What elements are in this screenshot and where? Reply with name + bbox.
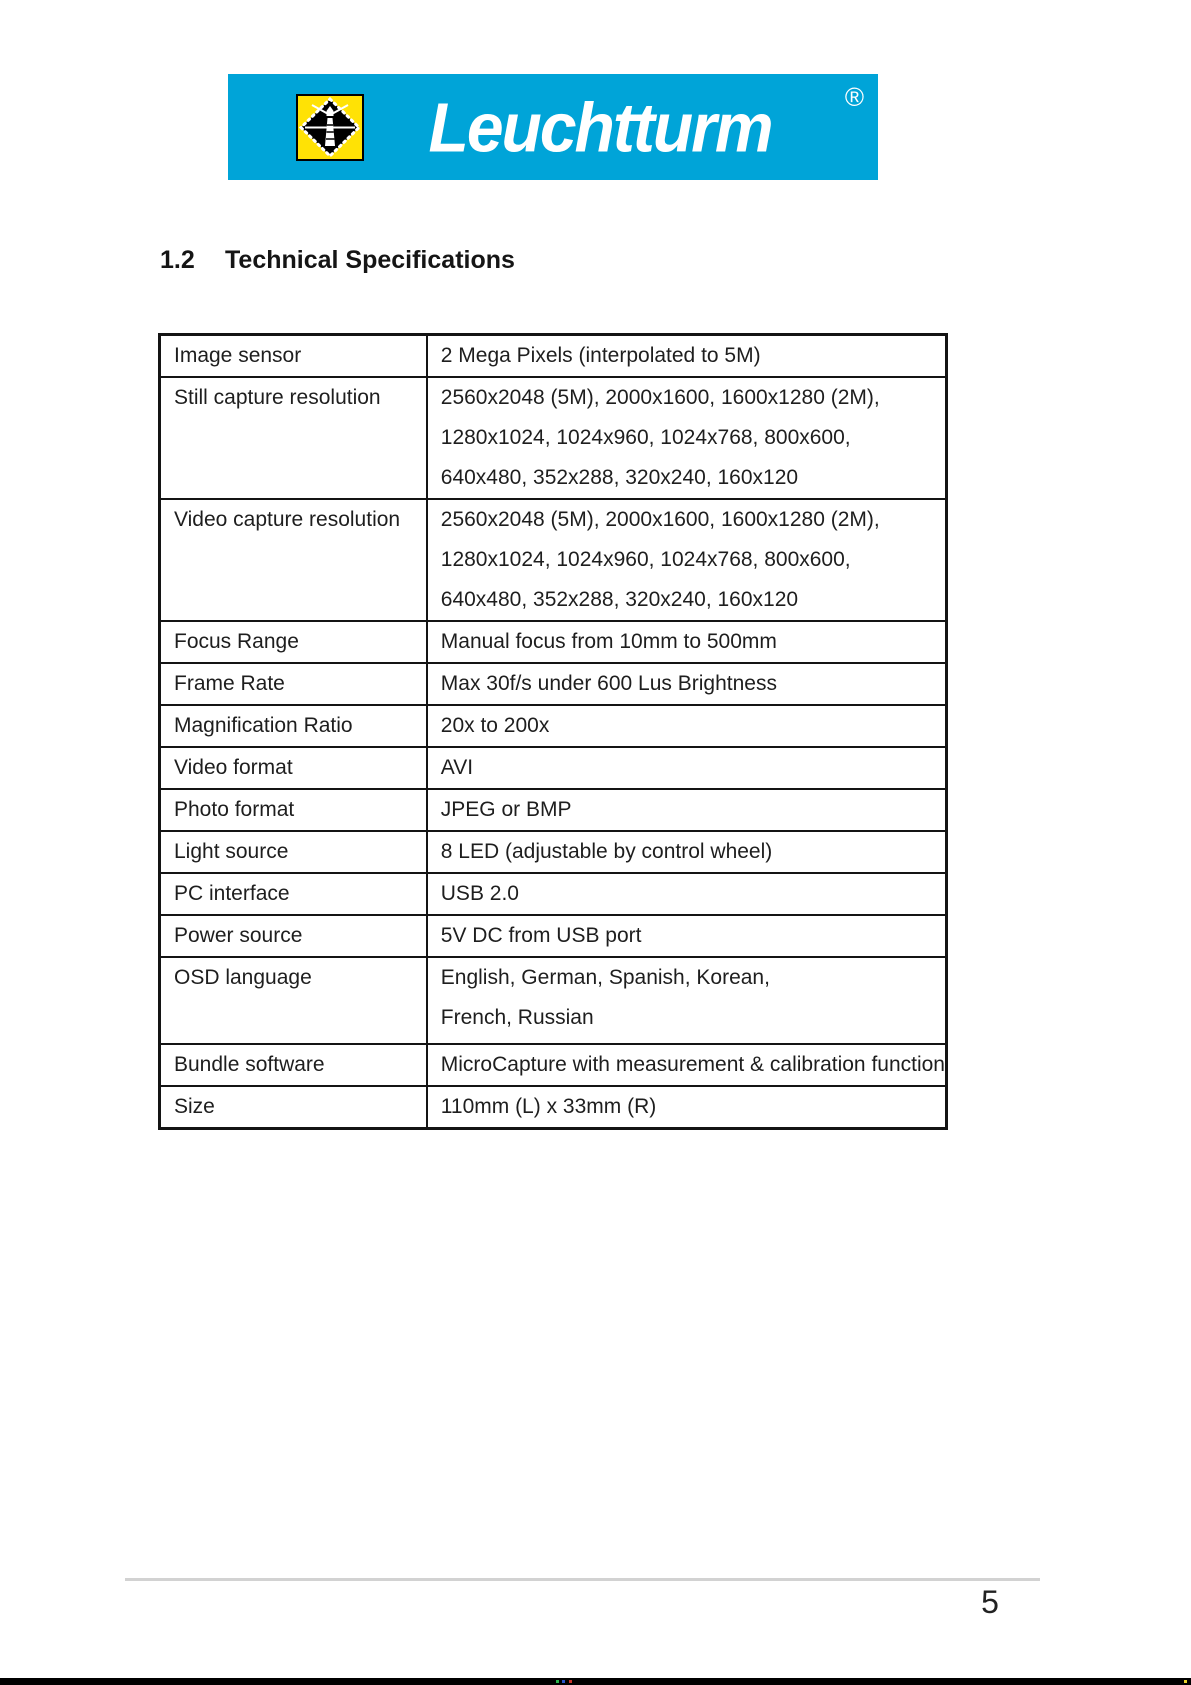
spec-value-line: 2560x2048 (5M), 2000x1600, 1600x1280 (2M), (440, 386, 880, 409)
spec-value (427, 1086, 947, 1129)
table-row (160, 915, 947, 957)
table-row (160, 1044, 947, 1086)
spec-value (427, 621, 947, 663)
table-row (160, 705, 947, 747)
registered-trademark-icon: ® (844, 82, 864, 112)
table-row (160, 957, 947, 1044)
spec-label: Magnification Ratio (160, 705, 427, 747)
spec-value-line: 110mm (L) x 33mm (R) (440, 1095, 657, 1118)
spec-value-line: 640x480, 352x288, 320x240, 160x120 (440, 588, 799, 611)
table-row (160, 621, 947, 663)
spec-value-line: USB 2.0 (440, 882, 519, 905)
spec-label: Size (160, 1086, 427, 1129)
spec-label: Still capture resolution (160, 377, 427, 499)
table-row (160, 663, 947, 705)
spec-label: PC interface (160, 873, 427, 915)
spec-value-line: Manual focus from 10mm to 500mm (440, 630, 777, 653)
spec-value (427, 747, 947, 789)
spec-value-line: 640x480, 352x288, 320x240, 160x120 (440, 466, 799, 489)
scan-speck (562, 1680, 565, 1683)
spec-value-line: 8 LED (adjustable by control wheel) (440, 840, 773, 863)
table-row (160, 499, 947, 621)
spec-value (427, 705, 947, 747)
spec-label: Light source (160, 831, 427, 873)
table-row (160, 831, 947, 873)
table-row (160, 873, 947, 915)
spec-value (427, 789, 947, 831)
table-row (160, 1086, 947, 1129)
section-heading (160, 246, 515, 275)
spec-value-line: 2560x2048 (5M), 2000x1600, 1600x1280 (2M), (440, 508, 880, 531)
scan-speck (556, 1680, 559, 1683)
spec-value (427, 831, 947, 873)
spec-label: Power source (160, 915, 427, 957)
spec-value-line: 2 Mega Pixels (interpolated to 5M) (440, 344, 761, 367)
spec-value-line: MicroCapture with measurement & calibration function (440, 1053, 945, 1076)
spec-label: Bundle software (160, 1044, 427, 1086)
spec-value-line: Max 30f/s under 600 Lus Brightness (440, 672, 777, 695)
section-title: Technical Specifications (225, 246, 515, 274)
table-row (160, 747, 947, 789)
table-row (160, 377, 947, 499)
page-number: 5 (981, 1584, 999, 1620)
spec-label: OSD language (160, 957, 427, 1044)
footer-divider (125, 1578, 1040, 1581)
spec-value-line: French, Russian (440, 1006, 594, 1029)
spec-value (427, 873, 947, 915)
spec-label: Frame Rate (160, 663, 427, 705)
spec-label: Photo format (160, 789, 427, 831)
spec-value (427, 957, 947, 1044)
spec-value (427, 499, 947, 621)
scan-edge-strip (0, 1678, 1191, 1685)
spec-value-line: 1280x1024, 1024x960, 1024x768, 800x600, (440, 548, 851, 571)
table-row (160, 335, 947, 378)
spec-value (427, 1044, 947, 1086)
spec-label: Video format (160, 747, 427, 789)
spec-value-line: JPEG or BMP (440, 798, 572, 821)
table-row (160, 789, 947, 831)
spec-label: Image sensor (160, 335, 427, 378)
spec-value (427, 663, 947, 705)
spec-value-line: 20x to 200x (440, 714, 550, 737)
spec-value (427, 377, 947, 499)
spec-value-line: 1280x1024, 1024x960, 1024x768, 800x600, (440, 426, 851, 449)
spec-value-line: English, German, Spanish, Korean, (440, 966, 770, 989)
spec-label: Video capture resolution (160, 499, 427, 621)
spec-table (158, 333, 948, 1130)
scan-speck (569, 1680, 572, 1683)
brand-banner (228, 74, 878, 180)
spec-value-line: 5V DC from USB port (440, 924, 642, 947)
spec-value-line: AVI (440, 756, 474, 779)
spec-value (427, 335, 947, 378)
scan-speck (1184, 1680, 1187, 1683)
spec-label: Focus Range (160, 621, 427, 663)
spec-value (427, 915, 947, 957)
section-number: 1.2 (160, 246, 195, 274)
brand-wordmark: Leuchtturm (428, 87, 772, 167)
